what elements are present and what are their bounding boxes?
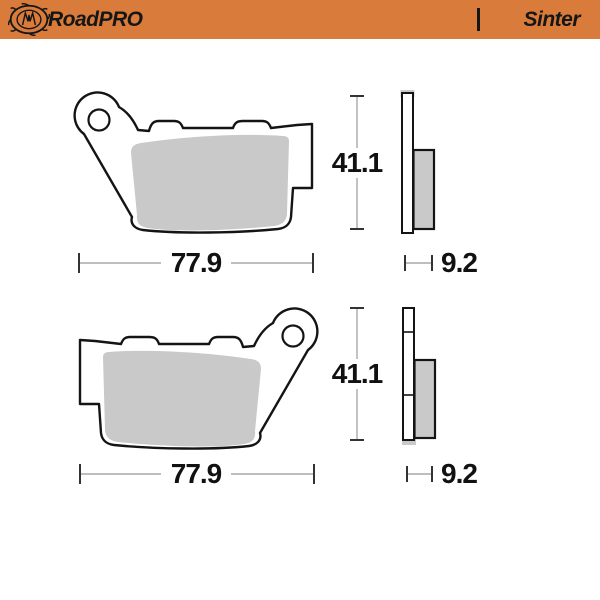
pad-front-view-top — [75, 92, 312, 232]
pad-front-view-bottom — [80, 308, 317, 448]
dimension-height-label-top: 41.1 — [322, 148, 392, 178]
side-friction-material-bottom — [415, 360, 436, 438]
dimension-thickness-label-top: 9.2 — [441, 248, 493, 278]
product-line-label: Sinter — [523, 8, 580, 31]
dimension-width-label-top: 77.9 — [161, 248, 231, 278]
pad-side-view-top — [401, 90, 435, 233]
dimension-thickness-label-bottom: 9.2 — [441, 459, 493, 489]
side-backing-plate-top — [402, 93, 413, 233]
dimension-width-label-bottom: 77.9 — [161, 459, 231, 489]
brand-name: RoadPRO — [48, 8, 143, 31]
dimension-height-label-bottom: 41.1 — [322, 359, 392, 389]
pad-side-view-bottom — [402, 308, 435, 445]
side-backing-plate-bottom — [403, 308, 414, 440]
side-friction-material-top — [414, 150, 435, 229]
